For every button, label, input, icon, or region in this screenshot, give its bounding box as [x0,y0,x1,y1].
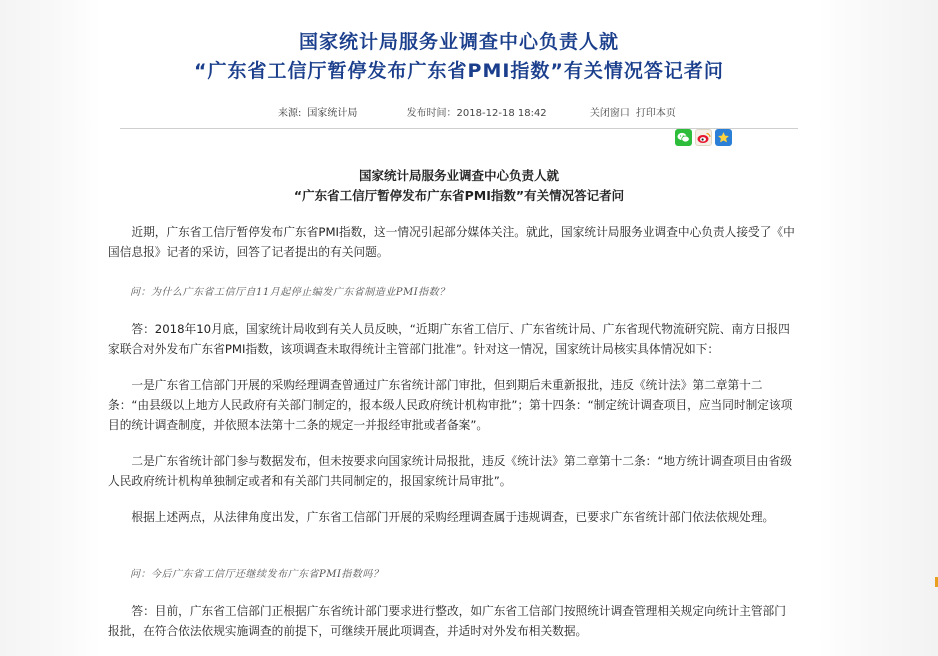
source-value: 国家统计局 [307,108,358,119]
answer-1-intro: 答：2018年10月底，国家统计局收到有关人员反映，“近期广东省工信厅、广东省统计局、广东省现代物流研究院、南方日报四家联合对外发布广东省PMI指数，该项调查未取得统计主管部门批准”。针对这一情况，国家统计局核实具体情况如下： [108,322,790,356]
answer-1-conclusion: 根据上述两点，从法律角度出发，广东省工信部门开展的采购经理调查属于违规调查，已要求广东省统计部门依法依规处理。 [131,510,775,524]
print-page-link[interactable]: 打印本页 [635,108,676,119]
close-window-link[interactable]: 关闭窗口 [589,108,630,119]
page-title-line1: 国家统计局服务业调查中心负责人就 [298,31,619,53]
left-margin-shade [0,0,100,656]
wechat-icon[interactable] [675,129,692,146]
answer-2: 答：目前，广东省工信部门正根据广东省统计部门要求进行整改，如广东省工信部门按照统计调查管理相关规定向统计主管部门报批，在符合依法依规实施调查的前提下，可继续开展此项调查，并适时对外发布相关数据。 [108,604,786,638]
article-page [100,0,818,656]
answer-1-point-1: 一是广东省工信部门开展的采购经理调查曾通过广东省统计部门审批，但到期后未重新报批，违反《统计法》第二章第十二条：“由县级以上地方人民政府有关部门制定的，报本级人民政府统计机构审批”；第十四条：“制定统计调查项目，应当同时制定该项目的统计调查制度，并依照本法第十二条的规定一并报经审批或者备案”。 [108,378,793,432]
answer-1-point-2: 二是广东省统计部门参与数据发布，但未按要求向国家统计局报批，违反《统计法》第二章第十二条：“地方统计调查项目由省级人民政府统计机构单独制定或者和有关部门共同制定的，报国家统计局审批”。 [108,454,792,488]
article-subtitle-line1: 国家统计局服务业调查中心负责人就 [358,168,559,183]
source-label: 来源: [278,108,302,119]
weibo-icon[interactable] [695,129,712,146]
article-actions [590,104,682,119]
favorite-star-icon[interactable] [715,129,732,146]
page-title-line2: “广东省工信厅暂停发布广东省PMI指数”有关情况答记者问 [194,60,724,82]
paragraph-intro: 近期，广东省工信厅暂停发布广东省PMI指数，这一情况引起部分媒体关注。就此，国家统计局服务业调查中心负责人接受了《中国信息报》记者的采访，回答了记者提出的有关问题。 [108,225,795,259]
publish-date: 发布时间：2018-12-18 18:42 [406,108,547,119]
question-2: 问：今后广东省工信厅还继续发布广东省PMI指数吗？ [130,569,384,580]
right-margin-shade [818,0,938,656]
article-subtitle-line2: “广东省工信厅暂停发布广东省PMI指数”有关情况答记者问 [293,188,625,203]
share-bar [675,129,732,146]
article-meta [278,104,682,119]
question-1: 问：为什么广东省工信厅自11月起停止编发广东省制造业PMI指数？ [130,287,450,298]
